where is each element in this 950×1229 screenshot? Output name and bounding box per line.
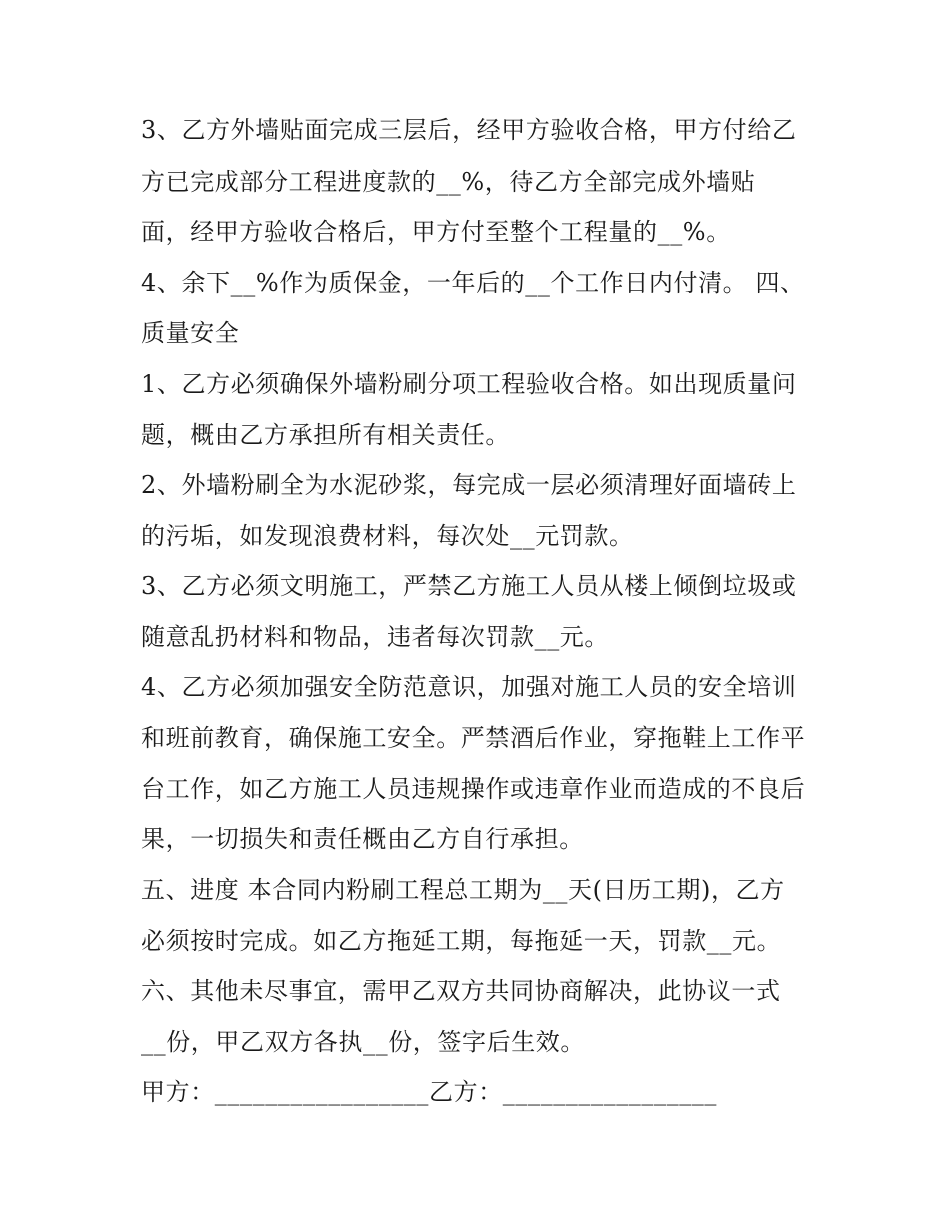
signature-line: 甲方：_________________乙方：_________________	[141, 1078, 717, 1106]
text-line: 五、进度 本合同内粉刷工程总工期为__天(日历工期)，乙方	[141, 876, 785, 904]
text-line: 3、乙方外墙贴面完成三层后，经甲方验收合格，甲方付给乙	[141, 116, 797, 144]
text-line: 必须按时完成。如乙方拖延工期，每拖延一天，罚款__元。	[141, 927, 782, 955]
text-line: 台工作，如乙方施工人员违规操作或违章作业而造成的不良后	[141, 775, 806, 803]
text-line: 随意乱扔材料和物品，违者每次罚款__元。	[141, 623, 609, 651]
text-line: 方已完成部分工程进度款的__%，待乙方全部完成外墙贴	[141, 168, 756, 196]
text-line: __份，甲乙双方各执__份，签字后生效。	[141, 1028, 585, 1056]
section-heading: 质量安全	[141, 319, 240, 347]
text-line: 2、外墙粉刷全为水泥砂浆，每完成一层必须清理好面墙砖上	[141, 471, 797, 499]
text-line: 题，概由乙方承担所有相关责任。	[141, 421, 510, 449]
text-line: 和班前教育，确保施工安全。严禁酒后作业，穿拖鞋上工作平	[141, 724, 806, 752]
text-line: 1、乙方必须确保外墙粉刷分项工程验收合格。如出现质量问	[141, 370, 797, 398]
text-line: 4、余下__%作为质保金，一年后的__个工作日内付清。 四、	[141, 269, 805, 297]
text-line: 的污垢，如发现浪费材料，每次处__元罚款。	[141, 522, 634, 550]
text-line: 六、其他未尽事宜，需甲乙双方共同协商解决，此协议一式	[141, 977, 781, 1005]
text-line: 果，一切损失和责任概由乙方自行承担。	[141, 825, 584, 853]
text-line: 面，经甲方验收合格后，甲方付至整个工程量的__%。	[141, 218, 731, 246]
text-line: 4、乙方必须加强安全防范意识，加强对施工人员的安全培训	[141, 673, 797, 701]
text-line: 3、乙方必须文明施工，严禁乙方施工人员从楼上倾倒垃圾或	[141, 572, 797, 600]
